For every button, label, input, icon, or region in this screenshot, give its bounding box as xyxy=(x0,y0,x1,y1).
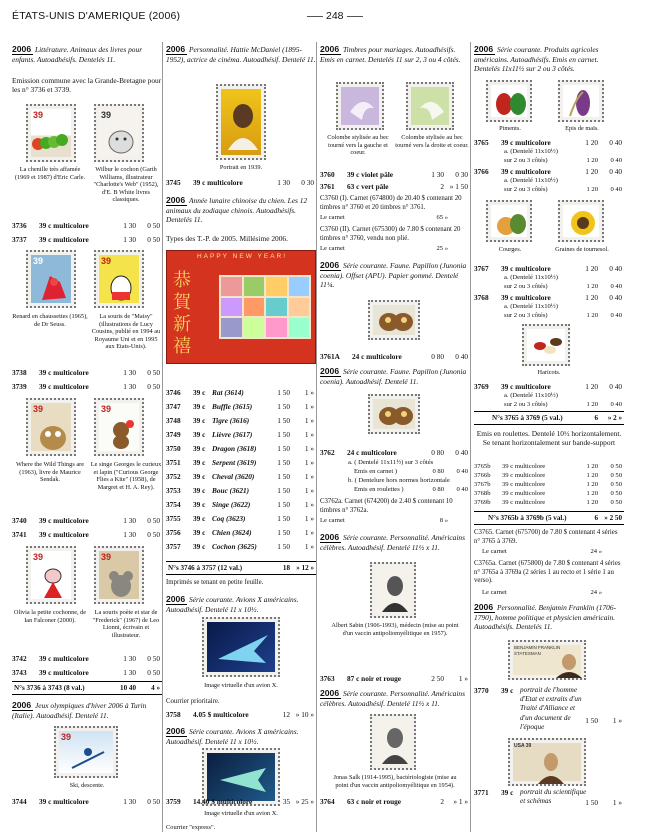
coil-row: 3767b 39 c multicolore 1 20 0 50 xyxy=(474,481,622,488)
catalog-row: 3763 87 c noir et rouge 2 50 1 » xyxy=(320,674,468,683)
page-header xyxy=(12,10,638,26)
coil-row: 3768b 39 c multicolore 1 20 0 50 xyxy=(474,490,622,497)
column-4 xyxy=(474,42,624,832)
printing-note: Imprimés se tenant en petite feuille. xyxy=(166,579,264,586)
series-total: N°s 3765b à 3769b (5 val.) 6 » 2 50 xyxy=(474,511,624,525)
stamp-olivia: 39 xyxy=(26,546,76,604)
section-heading: 2006 Série courante. Avions X américains. Autoadhésif. Dentelé 11 x 10½. xyxy=(166,726,299,746)
mail-type: Courrier "express". xyxy=(166,824,216,831)
sub-variety: a. (Dentelé 11x10½) xyxy=(504,177,558,184)
catalog-row: 3770 39 c xyxy=(474,686,514,695)
catalog-row: 3769 39 c multicolore 1 20 0 40 xyxy=(474,382,622,391)
section-heading: 2006 Timbres pour mariages. Autoadhésifs. Emis en carnet. Dentelés 11 sur 2, 3 ou 4 côtés. xyxy=(320,44,461,64)
sub-variety: a. (Dentelé 11x10½) xyxy=(504,392,558,399)
stamp-albert-sabin xyxy=(370,562,416,618)
stamp-dove-right xyxy=(406,82,454,130)
stamp-caption: Le singe Georges le curieux et lapin ("Curious George Flies a Kite" (1958), de Margret et H. A. Rey). xyxy=(90,461,162,491)
stamp-hattie-mcdaniel xyxy=(216,84,266,160)
stamp-caption: Portrait en 1939. xyxy=(219,164,263,171)
series-total: N°s 3746 à 3757 (12 val.) 18 » 12 » xyxy=(166,561,316,575)
booklet-note: C3765a. Carnet (675800) de 7.80 $ contenant 4 séries n° 3765a à 3769a (2 séries 1 au recto et 1 série 1 au verso). xyxy=(474,560,621,585)
catalog-row: 3762 24 c multicolore 0 80 0 40 xyxy=(320,448,468,457)
catalog-row: 3752 39 c Cheval (3620) 1 50 1 » xyxy=(166,472,314,481)
stamp-caption: La souris de "Maisy" (illustrations de Lucy Cousins, publié en 1994 au Royaume Uni et en 1995 aux Etats-Unis). xyxy=(91,313,161,351)
sub-variety: a. (Dentelé 11x10½) xyxy=(504,148,558,155)
section-heading: 2006 Personnalité. Benjamin Franklin (1706-1790), homme politique et physicien américain. Autoadhésifs. Dentelés 11. xyxy=(474,602,617,632)
catalog-row: 3764 63 c noir et rouge 2 » 1 » xyxy=(320,797,468,806)
catalog-row: 3753 39 c Bouc (3621) 1 50 1 » xyxy=(166,486,314,495)
stamp-caption: Where the Wild Things are (1963), livre de Maurice Sendak. xyxy=(15,461,85,484)
catalog-row: 3743 39 c multicolore 1 30 0 50 xyxy=(12,668,160,677)
stamp-caption: Wilbur le cochon (Garth Williams, illustrateur "Charlotte's Web" (1952), d'E. B White livres classiques. xyxy=(93,166,159,204)
section-heading: 2006 Année lunaire chinoise du chien. Les 12 animaux du zodiaque chinois. Autoadhésifs. Dentelés 11. xyxy=(166,195,308,225)
stamp-squash xyxy=(486,200,532,242)
stamp-jonas-salk xyxy=(370,714,416,770)
catalog-row: 3741 39 c multicolore 1 30 0 50 xyxy=(12,530,160,539)
section-heading: 2006 Série courante. Produits agricoles américains. Autoadhésifs. Emis en carnet. Dentelés 11x11½ sur 2 ou 3 côtés. xyxy=(474,44,599,74)
catalog-row: 3750 39 c Dragon (3618) 1 50 1 » xyxy=(166,444,314,453)
types-note: Types des T.-P. de 2005. Millésime 2006. xyxy=(166,234,288,243)
stamp-caption: Renard en chaussettes (1965), de Dr Seuss. xyxy=(12,313,88,328)
catalog-row: 3744 39 c multicolore 1 30 0 50 xyxy=(12,797,160,806)
catalog-row: 3768 39 c multicolore 1 20 0 40 xyxy=(474,293,622,302)
catalog-price: 1 50 1 » xyxy=(585,716,622,725)
joint-issue-note: Emission commune avec la Grande-Bretagne pour les n° 3736 et 3739. xyxy=(12,76,162,95)
catalog-row: 3738 39 c multicolore 1 30 0 50 xyxy=(12,368,160,377)
section-heading: 2006 Série courante. Avions X américains. Autoadhésif. Dentelé 11 x 10½. xyxy=(166,594,299,614)
sub-variety: a. ( Dentelé 11x11½) sur 3 côtés xyxy=(348,459,434,466)
column-3 xyxy=(320,42,470,832)
stamp-caption: Ski, descente. xyxy=(69,782,105,789)
stamp-caption: Olivia la petite cochonne, de Ian Falconer (2000). xyxy=(13,609,87,624)
stamp-caption: La souris poète et star de "Frederick" (1967) de Leo Lionni, écrivain et illustrateur. xyxy=(92,609,160,639)
section-heading: 2006 Série courante. Faune. Papillon (Junonia coenia). Offset (APU). Papier gommé. Dentelé 11¼. xyxy=(320,260,467,290)
catalog-row: 3761A 24 c multicolore 0 80 0 40 xyxy=(320,352,468,361)
stamp-corn xyxy=(558,80,604,122)
stamp-caption: Piments. xyxy=(499,125,521,132)
stamp-peppers xyxy=(486,80,532,122)
sub-variety: sur 2 ou 3 côtés) 1 20 0 40 xyxy=(504,283,622,290)
section-heading: 2006 Jeux olympiques d'hiver 2006 à Turin (Italie). Autoadhésif. Dentelé 11. xyxy=(12,700,147,720)
stamp-sunflower-seeds xyxy=(558,200,604,242)
stamp-caption: Haricots. xyxy=(537,369,561,376)
coil-row: 3765b 39 c multicolore 1 20 0 50 xyxy=(474,463,622,470)
column-1 xyxy=(12,42,162,832)
stamp-butterfly-2 xyxy=(368,394,420,434)
stamp-caption: Colombe stylisée au bec tourné vers la gauche et coeur. xyxy=(327,134,389,157)
stamp-butterfly-1 xyxy=(368,300,420,340)
section-year: 2006 xyxy=(12,44,32,54)
catalog-row: 3736 39 c multicolore 1 30 0 50 xyxy=(12,221,160,230)
calligraphy: 恭 賀 新 禧 xyxy=(173,270,191,356)
section-heading: 2006 Série courante. Personnalité. Américains célèbres. Autoadhésif. Dentelé 11½ x 11. xyxy=(320,532,465,552)
catalog-row: 3754 39 c Singe (3622) 1 50 1 » xyxy=(166,500,314,509)
booklet-price: Le carnet 65 » xyxy=(320,214,448,221)
coil-note: Emis en roulettes. Dentelé 10½ horizontalement. Se tenant horizontalement sur bande-support xyxy=(476,429,622,448)
booklet-note: C3760 (II). Carnet (675300) de 7.80 $ contenant 20 timbres n° 3760, vendu non plié. xyxy=(320,226,461,242)
stamp-caption: Image virtuelle d'un avion X. xyxy=(204,810,278,817)
stamp-x-plane-1 xyxy=(202,617,280,677)
sub-variety: sur 2 ou 3 côtés) 1 20 0 40 xyxy=(504,157,622,164)
sub-variety: sur 2 ou 3 côtés) 1 20 0 40 xyxy=(504,312,622,319)
catalog-row: 3757 39 c Cochon (3625) 1 50 1 » xyxy=(166,542,314,551)
catalog-row: 3751 39 c Serpent (3619) 1 50 1 » xyxy=(166,458,314,467)
stamp-wild-things: 39 xyxy=(26,398,76,456)
catalog-row: 3747 39 c Buffle (3615) 1 50 1 » xyxy=(166,402,314,411)
stamp-maisy: 39 xyxy=(94,250,144,308)
stamp-beans xyxy=(522,324,570,366)
catalog-row: 3749 39 c Lièvre (3617) 1 50 1 » xyxy=(166,430,314,439)
catalog-price: 1 50 1 » xyxy=(585,798,622,807)
catalog-row: 3760 39 c violet pâle 1 30 0 30 xyxy=(320,170,468,179)
catalog-title: ÉTATS-UNIS D'AMERIQUE (2006) xyxy=(12,10,181,22)
sub-variety: Emis en roulettes ) 0 80 0 40 xyxy=(354,486,468,493)
stamp-caption: Jonas Salk (1914-1995), bactériologiste (mise au point d'un vaccin antipoliomyélitique en 1954). xyxy=(333,774,457,789)
sub-variety: a. (Dentelé 11x10½) xyxy=(504,303,558,310)
series-total: N°s 3765 à 3769 (5 val.) 6 » 2 » xyxy=(474,411,624,425)
catalog-row: 3767 39 c multicolore 1 20 0 40 xyxy=(474,264,622,273)
column-divider xyxy=(162,42,163,832)
section-heading xyxy=(12,44,162,64)
stamp-frederick: 39 xyxy=(94,546,144,604)
section-text: Littérature. Animaux des livres pour enfants. Autoadhésifs. Dentelés 11. xyxy=(12,45,143,64)
sub-variety: a. (Dentelé 11x10½) xyxy=(504,274,558,281)
booklet-note: C3765. Carnet (675700) de 7.80 $ contenant 4 séries n° 3765 à 3769. xyxy=(474,529,618,545)
stamp-description: portrait du scientifique et schémas xyxy=(520,788,587,806)
stamp-wilbur: 39 xyxy=(94,104,144,162)
catalog-row: 3766 39 c multicolore 1 20 0 40 xyxy=(474,167,622,176)
catalog-row: 3761 63 c vert pâle 2 » 1 50 xyxy=(320,182,468,191)
mail-type: Courrier prioritaire. xyxy=(166,698,220,705)
zodiac-stamps-grid xyxy=(219,275,311,339)
catalog-row: 3759 14.40 $ multicolore 35 » 25 » xyxy=(166,797,314,806)
catalog-row: 3758 4.05 $ multicolore 12 » 10 » xyxy=(166,710,314,719)
catalog-row: 3737 39 c multicolore 1 30 0 50 xyxy=(12,235,160,244)
booklet-price: Le carnet 8 » xyxy=(320,517,448,524)
stamp-franklin-scientist: USA 39 xyxy=(508,738,586,786)
stamp-dove-left xyxy=(336,82,384,130)
stamp-fox-in-socks: 39 xyxy=(26,250,76,308)
booklet-note: C3762a. Carnet (674200) de 2.40 $ contenant 10 timbres n° 3762a. xyxy=(320,498,453,514)
coil-row: 3766b 39 c multicolore 1 20 0 50 xyxy=(474,472,622,479)
stamp-caption: Graines de tournesol. xyxy=(555,246,609,253)
coil-row: 3769b 39 c multicolore 1 20 0 50 xyxy=(474,499,622,506)
catalog-row: 3756 39 c Chien (3624) 1 50 1 » xyxy=(166,528,314,537)
section-heading: 2006 Série courante. Personnalité. Américains célèbres. Autoadhésif. Dentelé 11½ x 11. xyxy=(320,688,465,708)
page-number: 248 xyxy=(304,10,366,23)
stamp-olympic-ski: 39 xyxy=(54,726,118,778)
catalog-row: 3771 39 c xyxy=(474,788,514,797)
booklet-price: Le carnet 24 » xyxy=(482,589,602,596)
stamp-caption: Epis de maïs. xyxy=(565,125,599,132)
stamp-caption: Courges. xyxy=(498,246,522,253)
catalog-row: 3745 39 c multicolore 1 30 0 30 xyxy=(166,178,314,187)
catalog-row: 3739 39 c multicolore 1 30 0 50 xyxy=(12,382,160,391)
catalog-row: 3742 39 c multicolore 1 30 0 50 xyxy=(12,654,160,663)
catalog-row: 3746 39 c Rat (3614) 1 50 1 » xyxy=(166,388,314,397)
booklet-note: C3760 (I). Carnet (674800) de 20.40 $ contenant 20 timbres n° 3760 et 20 timbres n° 3761. xyxy=(320,195,462,211)
catalog-row: 3765 39 c multicolore 1 20 0 40 xyxy=(474,138,622,147)
catalog-row: 3740 39 c multicolore 1 30 0 50 xyxy=(12,516,160,525)
sub-variety: Emis en carnet ) 0 80 0 40 xyxy=(354,468,468,475)
sub-variety: sur 2 ou 3 côtés) 1 20 0 40 xyxy=(504,401,622,408)
sub-variety: b. ( Dentelure hors normes horizontale xyxy=(348,477,450,484)
souvenir-sheet-lunar: HAPPY NEW YEAR! 恭 賀 新 禧 xyxy=(166,250,316,364)
stamp-caption: Albert Sabin (1906-1993), médecin (mise au point d'un vaccin antipoliomyélitique en 1957). xyxy=(331,622,459,637)
stamp-caption: La chenille très affamée (1969 et 1987) d'Eric Carle. xyxy=(14,166,86,181)
booklet-price: Le carnet 24 » xyxy=(482,548,602,555)
catalog-row: 3755 39 c Coq (3623) 1 50 1 » xyxy=(166,514,314,523)
section-heading: 2006 Série courante. Faune. Papillon (Junonia coenia). Autoadhésif. Dentelé 11. xyxy=(320,366,467,386)
column-2 xyxy=(166,42,316,832)
stamp-curious-george: 39 xyxy=(94,398,144,456)
stamp-caterpillar: 39 xyxy=(26,104,76,162)
stamp-caption: Colombe stylisée au bec tourné vers la droite et coeur. xyxy=(395,134,469,149)
column-divider xyxy=(316,42,317,832)
stamp-caption: Image virtuelle d'un avion X. xyxy=(204,682,278,689)
booklet-price: Le carnet 25 » xyxy=(320,245,448,252)
catalog-row: 3748 39 c Tigre (3616) 1 50 1 » xyxy=(166,416,314,425)
series-total: N°s 3736 à 3743 (8 val.) 10 40 4 » xyxy=(12,681,162,695)
sub-variety: sur 2 ou 3 côtés) 1 20 0 40 xyxy=(504,186,622,193)
stamp-description: portrait de l'homme d'Etat et extraits d'un Traité d'Alliance et d'un document de l'époque xyxy=(520,686,582,731)
section-heading: 2006 Personnalité. Hattie McDaniel (1895-1952), actrice de cinéma. Autoadhésif. Dentelé 11. xyxy=(166,44,316,64)
stamp-franklin-statesman: BENJAMIN FRANKLIN STATESMAN xyxy=(508,640,586,680)
column-divider xyxy=(470,42,471,832)
